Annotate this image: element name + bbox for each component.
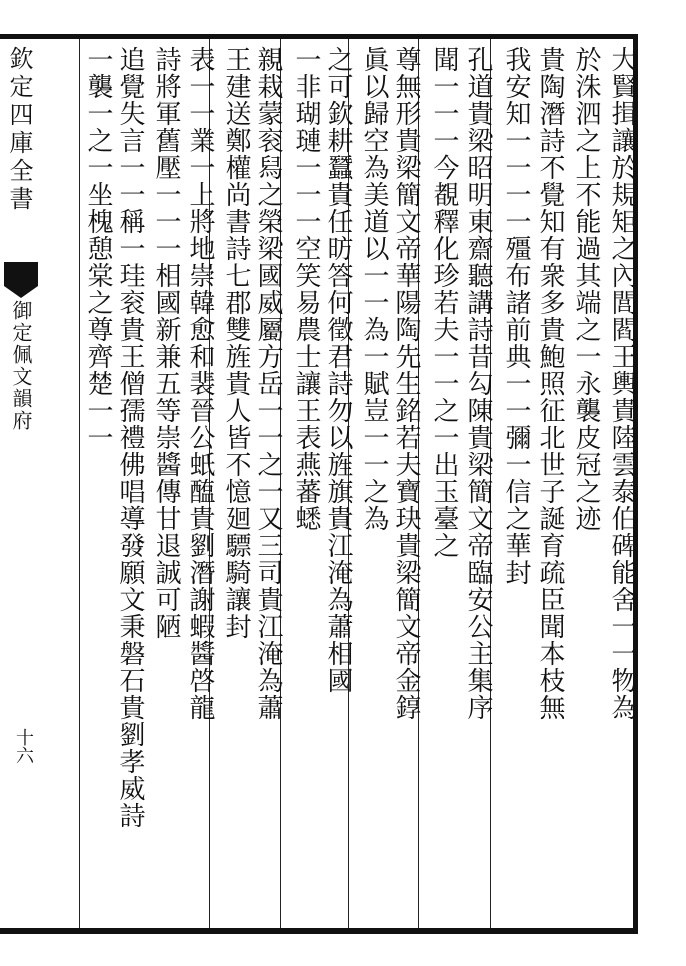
page-border-top [0, 34, 638, 39]
text-column: 王建送鄭權尚書詩七郡雙旌貴人皆不憶廻驃騎讓封 [221, 46, 251, 640]
text-column: 詩將軍舊壓一一一相國新兼五等崇醬傳甘退誠可陋 [151, 46, 181, 640]
text-column: 追覺失言一一稱一珪衮貴王僧孺禮佛唱導發願文秉磐石貴劉孝威詩 [115, 46, 145, 829]
text-column: 眞以歸空為美道以一一為一賦豈一一之為 [359, 46, 389, 532]
text-column: 我安知一一一一殭布諸前典一一彌一信之華封 [501, 46, 531, 586]
text-column: 尊無形貴梁簡文帝華陽陶先生銘若夫寶玦貴梁簡文帝金錞 [391, 46, 421, 721]
text-column: 於洙泗之上不能過其端之一永襲皮冠之迹 [571, 46, 601, 532]
text-column: 表一一業一上將地崇韓愈和裴晉公蚔醢貴劉潛謝蝦醬啓龍 [185, 46, 215, 721]
text-column: 孔道貴梁昭明東齋聽講詩昔勾陳貴梁簡文帝臨安公主集序 [463, 46, 493, 721]
text-column: 聞一一一今覩釋化珍若夫一一之一出玉臺之 [429, 46, 459, 559]
text-column: 大賢揖讓於規矩之內閭閻王輿貴陸雲泰伯碑能舍一一物為 [607, 46, 637, 721]
text-column: 一襲一之一坐槐憩棠之尊齊楚一一 [83, 46, 113, 451]
page-border-bottom [0, 928, 638, 934]
page-number: 十六 [13, 728, 34, 764]
text-column: 一非瑚璉一一一空笑易農士讓王表燕蕃蟋 [291, 46, 321, 532]
text-column: 貴陶潛詩不覺知有衆多貴鮑照征北世子誕育疏臣聞本枝無 [535, 46, 565, 721]
collection-header: 欽定四庫全書 [5, 46, 33, 214]
text-column: 之可欽耕蠶貴任昉答何徵君詩勿以旌旗貴江淹為蕭相國 [323, 46, 353, 694]
text-column: 親栽蒙衮舄之榮梁國威屬方岳一一之一又三司貴江淹為蕭 [253, 46, 283, 721]
fishtail-mark [4, 262, 38, 286]
book-title: 御定佩文韻府 [9, 300, 33, 432]
